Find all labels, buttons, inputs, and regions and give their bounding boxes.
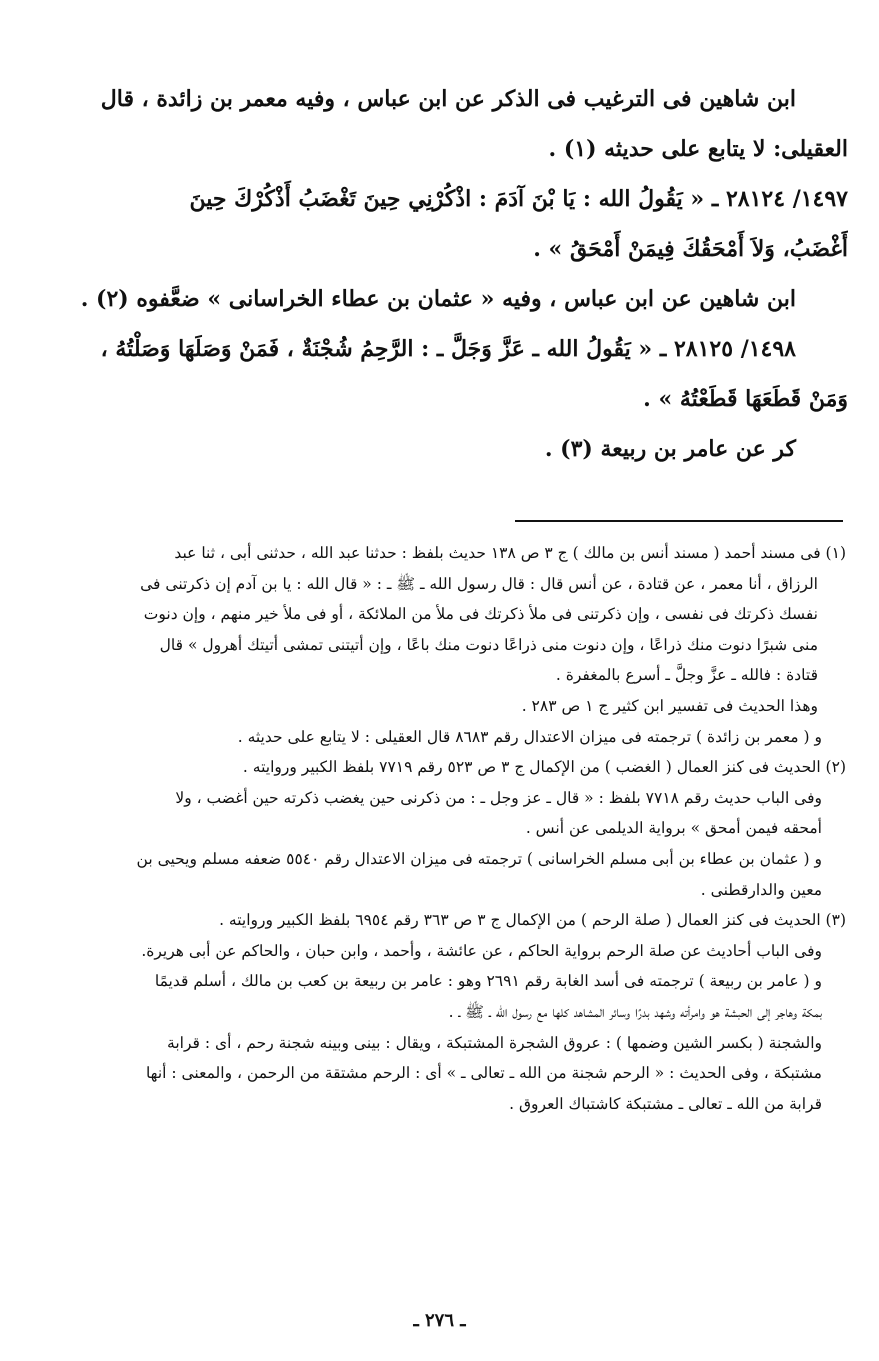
footnote-1-line: نفسك ذكرتك فى نفسى ، وإن ذكرتنى فى ملأ ذكرتك فى ملأ من الملائكة ، أو فى ملأ خير منهم ، وإن دنوت	[143, 605, 818, 624]
footnote-separator	[515, 520, 843, 522]
page-number: ـ ٢٧٦ ـ	[413, 1310, 466, 1331]
hadith-1497-line: أَغْضَبُ، وَلاَ أَمْحَقُكَ فِيمَنْ أَمْحَقُ » .	[533, 236, 848, 262]
hadith-1497-source: ابن شاهين عن ابن عباس ، وفيه « عثمان بن عطاء الخراسانى » ضعَّفوه (٢) .	[80, 286, 796, 312]
hadith-1497-line: ١٤٩٧/ ٢٨١٢٤ ـ « يَقُولُ الله : يَا بْنَ آدَمَ : اذْكُرْنِي حِينَ تَغْضَبُ أَذْكُرْكَ حِينَ	[189, 186, 848, 212]
footnote-1-line: منى شبرًا دنوت منك ذراعًا ، وإن دنوت منى ذراعًا دنوت منك باعًا ، وإن أتيتنى تمشى أتيتك أهرول » قال	[159, 635, 818, 654]
footnote-3-line: (٣) الحديث فى كنز العمال ( صلة الرحم ) من الإكمال ج ٣ ص ٣٦٣ رقم ٦٩٥٤ بلفظ الكبير وروايته .	[219, 911, 846, 930]
hadith-1498-line: وَمَنْ قَطَعَهَا قَطَعْتُهُ » .	[643, 386, 848, 412]
source-paragraph-line: العقيلى: لا يتابع على حديثه (١) .	[548, 136, 848, 162]
footnote-1-line: قتادة : فالله ـ عزَّ وجلَّ ـ أسرع بالمغفرة .	[555, 666, 818, 685]
footnote-1-line: و ( معمر بن زائدة ) ترجمته فى ميزان الاعتدال رقم ٨٦٨٣ قال العقيلى : لا يتابع على حديثه .	[237, 727, 822, 746]
footnote-3-line: والشجنة ( بكسر الشين وضمها ) : عروق الشجرة المشتبكة ، ويقال : بينى وبينه شجنة رحم ، أى : قرابة	[167, 1033, 822, 1052]
footnote-2-line: معين والدارقطنى .	[700, 880, 822, 899]
footnote-3-line: وفى الباب أحاديث عن صلة الرحم برواية الحاكم ، عن عائشة ، وأحمد ، وابن حبان ، والحاكم عن أبى هريرة.	[141, 941, 822, 960]
footnote-2-line: أمحقه فيمن أمحق » برواية الديلمى عن أنس .	[525, 819, 822, 838]
footnote-2-line: (٢) الحديث فى كنز العمال ( الغضب ) من الإكمال ج ٣ ص ٥٢٣ رقم ٧٧١٩ بلفظ الكبير وروايته .	[242, 758, 846, 777]
footnote-3-line: قرابة من الله ـ تعالى ـ مشتبكة كاشتباك العروق .	[509, 1094, 822, 1113]
hadith-1498-line: ١٤٩٨/ ٢٨١٢٥ ـ « يَقُولُ الله ـ عَزَّ وَجَلَّ ـ : الرَّحِمُ شُجْنَةٌ ، فَمَنْ وَصَلَهَا وَصَلْتُهُ ،	[100, 336, 796, 362]
footnote-3-line: و ( عامر بن ربيعة ) ترجمته فى أسد الغابة رقم ٢٦٩١ وهو : عامر بن ربيعة بن كعب بن مالك ، أسلم قديمًا	[154, 972, 822, 991]
hadith-1498-source: كر عن عامر بن ربيعة (٣) .	[544, 436, 796, 462]
source-paragraph-line: ابن شاهين فى الترغيب فى الذكر عن ابن عباس ، وفيه معمر بن زائدة ، قال	[100, 86, 796, 112]
footnote-1-line: الرزاق ، أنا معمر ، عن قتادة ، عن أنس قال : قال رسول الله ـ ﷺ ـ : « قال الله : يا بن آدم إن ذكرتنى فى	[140, 574, 818, 593]
footnote-1-line: (١) فى مسند أحمد ( مسند أنس بن مالك ) ج ٣ ص ١٣٨ حديث بلفظ : حدثنا عبد الله ، حدثنى أبى ، ثنا عبد	[174, 544, 846, 562]
footnote-2-line: وفى الباب حديث رقم ٧٧١٨ بلفظ : « قال ـ عز وجل ـ : من ذكرنى حين يغضب ذكرته حين أغضب ، ولا	[175, 788, 822, 807]
footnotes-block	[34, 538, 846, 1119]
footnote-1-line: وهذا الحديث فى تفسير ابن كثير ج ١ ص ٢٨٣ .	[521, 696, 818, 715]
footnote-2-line: و ( عثمان بن عطاء بن أبى مسلم الخراسانى ) ترجمته فى ميزان الاعتدال رقم ٥٥٤٠ ضعفه مسلم ويحيى بن	[136, 849, 822, 868]
main-text-block	[38, 74, 848, 474]
footnote-3-line: مشتبكة ، وفى الحديث : « الرحم شجنة من الله ـ تعالى ـ » أى : الرحم مشتقة من الرحمن ، والمعنى : أنها	[145, 1064, 822, 1083]
footnote-3-line: بمكة وهاجر إلى الحبشة هو وامرأته وشهد بدرًا وسائر المشاهد كلها مع رسول الله ـ ﷺ ـ .	[448, 1002, 822, 1021]
